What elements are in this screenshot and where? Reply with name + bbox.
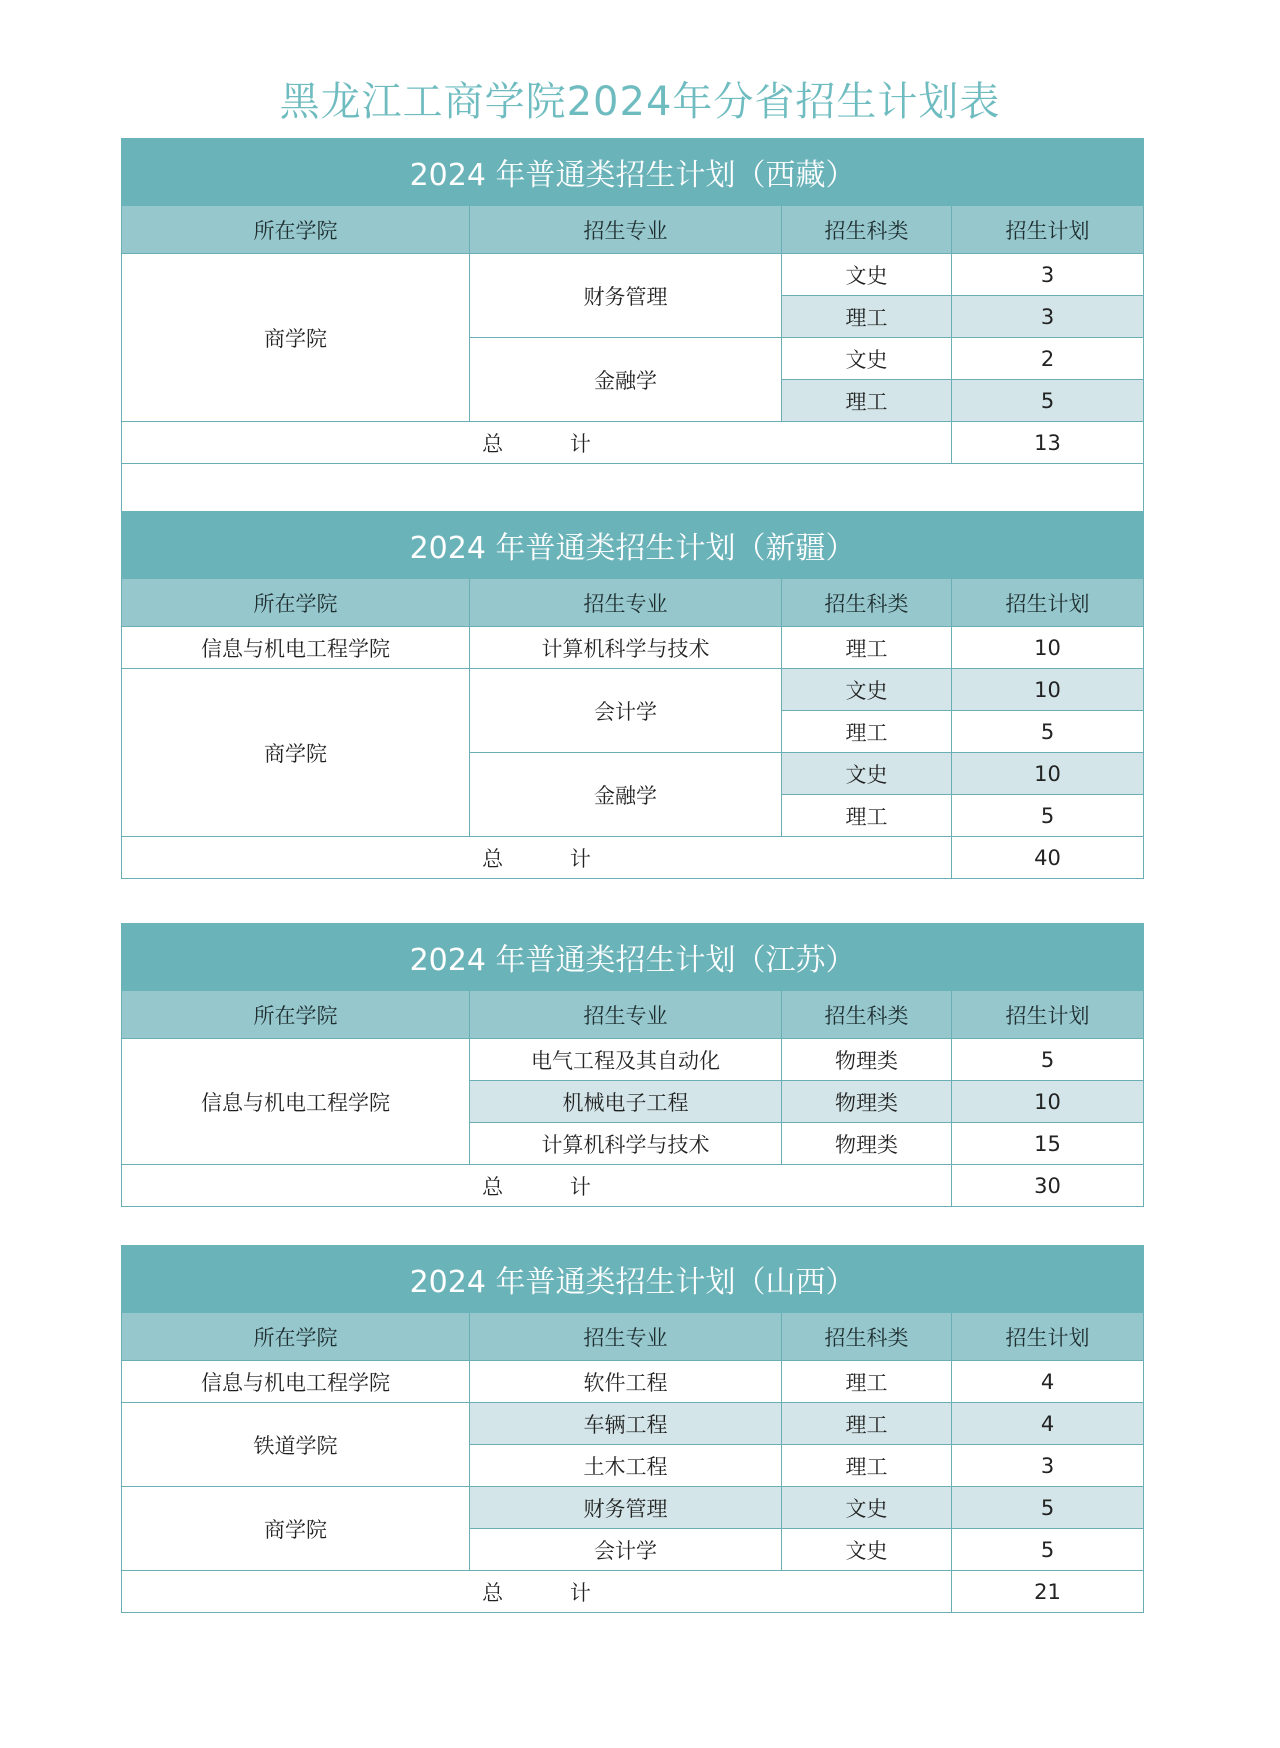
- category-cell: 文史: [782, 1529, 952, 1571]
- plan-table-jiangsu: [121, 923, 1144, 1207]
- college-cell: 商学院: [122, 1487, 470, 1571]
- total-label: 总 计: [122, 1571, 952, 1613]
- header-category: 招生科类: [782, 579, 952, 627]
- header-major: 招生专业: [470, 206, 782, 254]
- header-college: 所在学院: [122, 991, 470, 1039]
- plan-cell: 5: [952, 1487, 1144, 1529]
- category-cell: 文史: [782, 1487, 952, 1529]
- total-value: 30: [952, 1165, 1144, 1207]
- total-label: 总 计: [122, 422, 952, 464]
- plan-cell: 3: [952, 296, 1144, 338]
- plan-cell: 10: [952, 1081, 1144, 1123]
- plan-cell: 5: [952, 1039, 1144, 1081]
- college-cell: 商学院: [122, 669, 470, 837]
- total-value: 21: [952, 1571, 1144, 1613]
- category-cell: 文史: [782, 338, 952, 380]
- major-cell: 计算机科学与技术: [470, 1123, 782, 1165]
- plan-cell: 4: [952, 1361, 1144, 1403]
- table-row: [122, 254, 1144, 296]
- category-cell: 理工: [782, 1403, 952, 1445]
- column-header-row: [122, 1313, 1144, 1361]
- category-cell: 物理类: [782, 1039, 952, 1081]
- major-cell: 土木工程: [470, 1445, 782, 1487]
- plan-table-xizang: [121, 138, 1144, 513]
- major-cell: 计算机科学与技术: [470, 627, 782, 669]
- total-value: 40: [952, 837, 1144, 879]
- plan-cell: 10: [952, 753, 1144, 795]
- category-cell: 物理类: [782, 1081, 952, 1123]
- table-title: 2024 年普通类招生计划（山西）: [122, 1246, 1144, 1313]
- total-row: [122, 422, 1144, 464]
- plan-cell: 5: [952, 1529, 1144, 1571]
- header-plan: 招生计划: [952, 206, 1144, 254]
- major-cell: 金融学: [470, 753, 782, 837]
- category-cell: 理工: [782, 1361, 952, 1403]
- total-label: 总 计: [122, 1165, 952, 1207]
- total-value: 13: [952, 422, 1144, 464]
- table-row: [122, 1361, 1144, 1403]
- major-cell: 软件工程: [470, 1361, 782, 1403]
- column-header-row: [122, 991, 1144, 1039]
- table-title: 2024 年普通类招生计划（西藏）: [122, 139, 1144, 206]
- table-row: [122, 1403, 1144, 1445]
- table-row: [122, 627, 1144, 669]
- plan-cell: 5: [952, 795, 1144, 837]
- spacer-cell: [122, 464, 1144, 513]
- category-cell: 理工: [782, 711, 952, 753]
- plan-cell: 2: [952, 338, 1144, 380]
- table-row: [122, 669, 1144, 711]
- header-plan: 招生计划: [952, 1313, 1144, 1361]
- total-row: [122, 837, 1144, 879]
- header-major: 招生专业: [470, 991, 782, 1039]
- college-cell: 铁道学院: [122, 1403, 470, 1487]
- table-title: 2024 年普通类招生计划（新疆）: [122, 512, 1144, 579]
- header-category: 招生科类: [782, 991, 952, 1039]
- column-header-row: [122, 579, 1144, 627]
- plan-cell: 5: [952, 711, 1144, 753]
- major-cell: 会计学: [470, 1529, 782, 1571]
- plan-cell: 10: [952, 669, 1144, 711]
- major-cell: 电气工程及其自动化: [470, 1039, 782, 1081]
- plan-cell: 3: [952, 254, 1144, 296]
- category-cell: 文史: [782, 254, 952, 296]
- plan-table-shanxi: [121, 1245, 1144, 1613]
- header-college: 所在学院: [122, 206, 470, 254]
- header-plan: 招生计划: [952, 579, 1144, 627]
- category-cell: 理工: [782, 627, 952, 669]
- college-cell: 信息与机电工程学院: [122, 627, 470, 669]
- header-college: 所在学院: [122, 1313, 470, 1361]
- header-major: 招生专业: [470, 1313, 782, 1361]
- table-row: [122, 1039, 1144, 1081]
- table-row: [122, 1487, 1144, 1529]
- header-plan: 招生计划: [952, 991, 1144, 1039]
- major-cell: 会计学: [470, 669, 782, 753]
- plan-cell: 15: [952, 1123, 1144, 1165]
- category-cell: 理工: [782, 1445, 952, 1487]
- category-cell: 理工: [782, 795, 952, 837]
- table-title: 2024 年普通类招生计划（江苏）: [122, 924, 1144, 991]
- plan-table-xinjiang: [121, 511, 1144, 879]
- page-title: 黑龙江工商学院2024年分省招生计划表: [279, 79, 1001, 125]
- major-cell: 金融学: [470, 338, 782, 422]
- major-cell: 车辆工程: [470, 1403, 782, 1445]
- category-cell: 文史: [782, 753, 952, 795]
- category-cell: 文史: [782, 669, 952, 711]
- category-cell: 理工: [782, 380, 952, 422]
- column-header-row: [122, 206, 1144, 254]
- major-cell: 财务管理: [470, 1487, 782, 1529]
- spacer-row: [122, 464, 1144, 513]
- plan-cell: 5: [952, 380, 1144, 422]
- plan-cell: 10: [952, 627, 1144, 669]
- major-cell: 财务管理: [470, 254, 782, 338]
- header-college: 所在学院: [122, 579, 470, 627]
- major-cell: 机械电子工程: [470, 1081, 782, 1123]
- plan-cell: 3: [952, 1445, 1144, 1487]
- total-row: [122, 1165, 1144, 1207]
- college-cell: 商学院: [122, 254, 470, 422]
- header-category: 招生科类: [782, 1313, 952, 1361]
- category-cell: 理工: [782, 296, 952, 338]
- header-major: 招生专业: [470, 579, 782, 627]
- category-cell: 物理类: [782, 1123, 952, 1165]
- college-cell: 信息与机电工程学院: [122, 1039, 470, 1165]
- plan-cell: 4: [952, 1403, 1144, 1445]
- college-cell: 信息与机电工程学院: [122, 1361, 470, 1403]
- total-row: [122, 1571, 1144, 1613]
- header-category: 招生科类: [782, 206, 952, 254]
- total-label: 总 计: [122, 837, 952, 879]
